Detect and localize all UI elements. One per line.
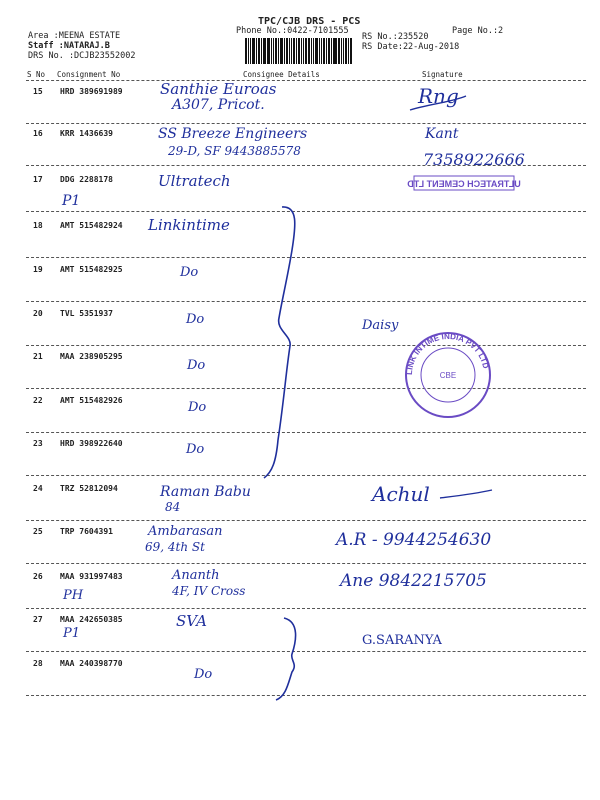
note-17: P1 [62,193,81,209]
signature-20: Daisy [362,318,399,333]
row-sno: 17 [33,175,43,184]
handwritten-consignee-15: Santhie Euroas [160,80,277,98]
row-sno: 18 [33,221,43,230]
signature-24: Achul [372,482,430,506]
row-consignment-no: MAA 242650385 [60,615,123,624]
page-number: Page No.:2 [452,26,504,36]
handwritten-address-24: 84 [165,500,181,514]
row-sno: 28 [33,659,43,668]
linkintime-stamp-text: LINK INTIME INDIA PVT LTD [404,331,491,376]
ultratech-stamp-text: ULTRATECH CEMENT LTD [407,179,521,189]
row-sno: 16 [33,129,43,138]
linkintime-stamp [405,332,491,417]
bracket-rows-27-28 [276,618,296,700]
row-sno: 25 [33,527,43,536]
row-consignment-no: HRD 398922640 [60,439,123,448]
handwritten-consignee-25: Ambarasan [148,524,223,539]
signature-15-stroke [410,96,466,110]
handwritten-consignee-28: Do [194,667,213,682]
handwritten-address-26: 4F, IV Cross [172,584,246,598]
handwritten-consignee-16: SS Breeze Engineers [158,126,308,142]
phone-number: Phone No.:0422-7101555 [236,26,349,36]
note-26: PH [63,588,84,603]
row-sno: 23 [33,439,43,448]
row-sno: 15 [33,87,43,96]
col-consignee: Consignee Details [243,70,320,79]
row-consignment-no: DDG 2288178 [60,175,113,184]
col-consignment: Consignment No [57,70,121,79]
row-consignment-no: AMT 515482925 [60,265,123,274]
handwritten-address-16: 29-D, SF 9443885578 [168,144,301,158]
signature-25: A.R - 9944254630 [336,530,492,550]
row-sno: 22 [33,396,43,405]
phone-note-16: 7358922666 [423,150,525,169]
row-consignment-no: KRR 1436639 [60,129,113,138]
handwritten-consignee-20: Do [186,312,205,327]
row-consignment-no: MAA 238905295 [60,352,123,361]
row-sno: 27 [33,615,43,624]
row-consignment-no: MAA 931997483 [60,572,123,581]
handwritten-consignee-19: Do [180,265,199,280]
handwritten-consignee-23: Do [186,442,205,457]
handwritten-consignee-24: Raman Babu [160,484,251,500]
signature-15: Rng [418,84,459,108]
signature-24-stroke [440,490,492,498]
ultratech-stamp [407,176,521,190]
handwritten-consignee-27: SVA [176,612,207,630]
row-consignment-no: TRZ 52812094 [60,484,118,493]
drs-number: DRS No. :DCJB23552002 [28,51,136,61]
rs-number: RS No.:235520 [362,32,429,42]
row-sno: 24 [33,484,43,493]
bracket-rows-18-23 [264,207,295,478]
row-consignment-no: HRD 389691989 [60,87,123,96]
row-consignment-no: TRP 7604391 [60,527,113,536]
row-consignment-no: AMT 515482924 [60,221,123,230]
col-sno: S No [27,70,46,79]
handwritten-consignee-18: Linkintime [148,216,230,234]
row-sno: 20 [33,309,43,318]
rs-date: RS Date:22-Aug-2018 [362,42,460,52]
linkintime-stamp-center: CBE [439,371,457,380]
signature-26: Ane 9842215705 [340,571,487,591]
row-sno: 19 [33,265,43,274]
signature-27: G.SARANYA [362,633,442,648]
note-27: P1 [63,626,81,641]
row-sno: 26 [33,572,43,581]
handwritten-consignee-22: Do [188,400,207,415]
handwritten-address-15: A307, Pricot. [172,97,265,113]
handwritten-address-25: 69, 4th St [145,540,205,554]
row-consignment-no: MAA 240398770 [60,659,123,668]
row-sno: 21 [33,352,43,361]
area-label: Area :MEENA ESTATE [28,31,121,41]
col-signature: Signature [422,70,463,79]
staff-label: Staff :NATARAJ.B [28,41,110,51]
signature-16: Kant [425,126,459,142]
handwritten-consignee-21: Do [187,358,206,373]
handwritten-consignee-26: Ananth [172,568,220,583]
row-consignment-no: TVL 5351937 [60,309,113,318]
handwritten-consignee-17: Ultratech [158,172,231,190]
row-consignment-no: AMT 515482926 [60,396,123,405]
document-title: TPC/CJB DRS - PCS [258,16,361,27]
